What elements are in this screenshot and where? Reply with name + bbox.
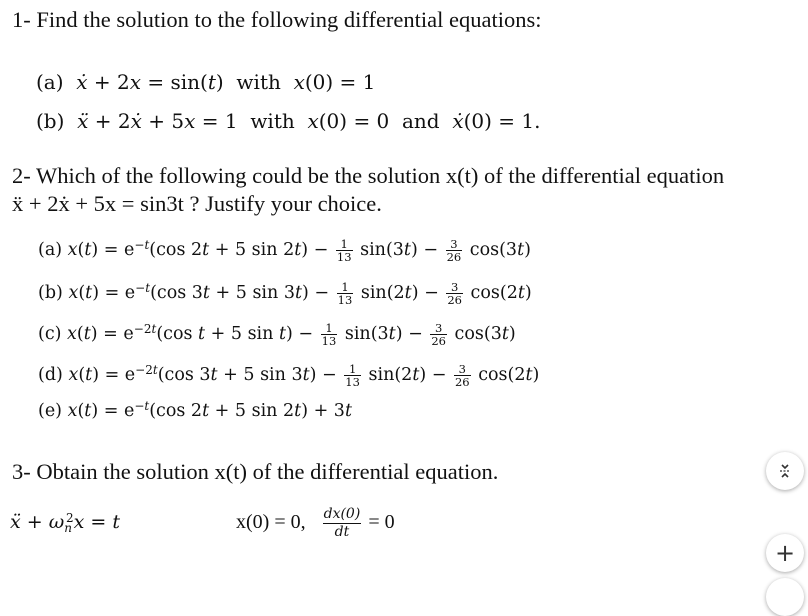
equation-1b-label: (b) xyxy=(36,109,65,133)
option-b: (b) $x(t) = e^{-t}(\cos$ 3t + 5 sin 3t) − $\frac{1}{13}$ sin(2t) − $\frac{3}{26}$ cos(2t) xyxy=(38,280,532,307)
initial-x: x(0) = 0, xyxy=(236,511,306,534)
plus-icon: + xyxy=(774,539,796,567)
question-3-title: 3- Obtain the solution x(t) of the differential equation. xyxy=(12,459,499,484)
question-2-title: 2- Which of the following could be the solution x(t) of the differential equation xyxy=(12,163,725,188)
collapse-arrows-icon xyxy=(777,463,793,479)
derivative-fraction xyxy=(323,506,362,541)
equation-3: ẍ + $\omega_n^2x = t$ xyxy=(10,511,120,535)
add-button[interactable] xyxy=(766,534,804,572)
equation-1b-with: with xyxy=(250,109,295,133)
derivative-denominator: dt xyxy=(334,524,350,540)
equation-1a-label: (a) xyxy=(36,70,64,94)
option-d-label: (d) xyxy=(38,365,63,385)
option-b-label: (b) xyxy=(38,283,63,303)
option-d: (d) $x(t) = e^{-2t}(\cos$ 3t + 5 sin 3t) − $\frac{1}{13}$ sin(2t) − $\frac{3}{26}$ cos(2t) xyxy=(38,362,540,389)
option-a-label: (a) xyxy=(38,240,63,260)
option-c: (c) $x(t) = e^{-2t}(\cos$ t + 5 sin t) − $\frac{1}{13}$ sin(3t) − $\frac{3}{26}$ cos(3t) xyxy=(38,321,516,348)
derivative-numerator: dx(0) xyxy=(323,506,361,522)
option-e-label: (e) xyxy=(38,401,63,421)
partial-side-button[interactable] xyxy=(766,578,804,616)
question-2-subtitle: ẍ + 2ẋ + 5x = sin3t ? Justify your choice. xyxy=(12,191,382,216)
option-a: (a) $x(t) = e^{-t}(\cos$ 2t + 5 sin 2t) − $\frac{1}{13}$ sin(3t) − $\frac{3}{26}$ cos(3t) xyxy=(38,237,531,264)
initial-conditions xyxy=(236,506,395,541)
equation-1b-and: and xyxy=(402,109,440,133)
equation-1b: (b) ẍ + 2ẋ + 5x = 1 with x(0) = 0 and ẋ(0) = 1. xyxy=(36,109,541,133)
equation-1a: (a) ẋ + 2x = sin(t) with x(0) = 1 xyxy=(36,70,376,94)
equation-1a-with: with xyxy=(236,70,281,94)
derivative-equals: = 0 xyxy=(368,511,395,534)
collapse-button[interactable] xyxy=(766,452,804,490)
option-e: (e) $x(t) = e^{-t}(\cos$ 2t + 5 sin 2t) + 3t xyxy=(38,399,352,421)
option-c-label: (c) xyxy=(38,324,62,344)
question-1-title: 1- Find the solution to the following differential equations: xyxy=(12,7,542,32)
